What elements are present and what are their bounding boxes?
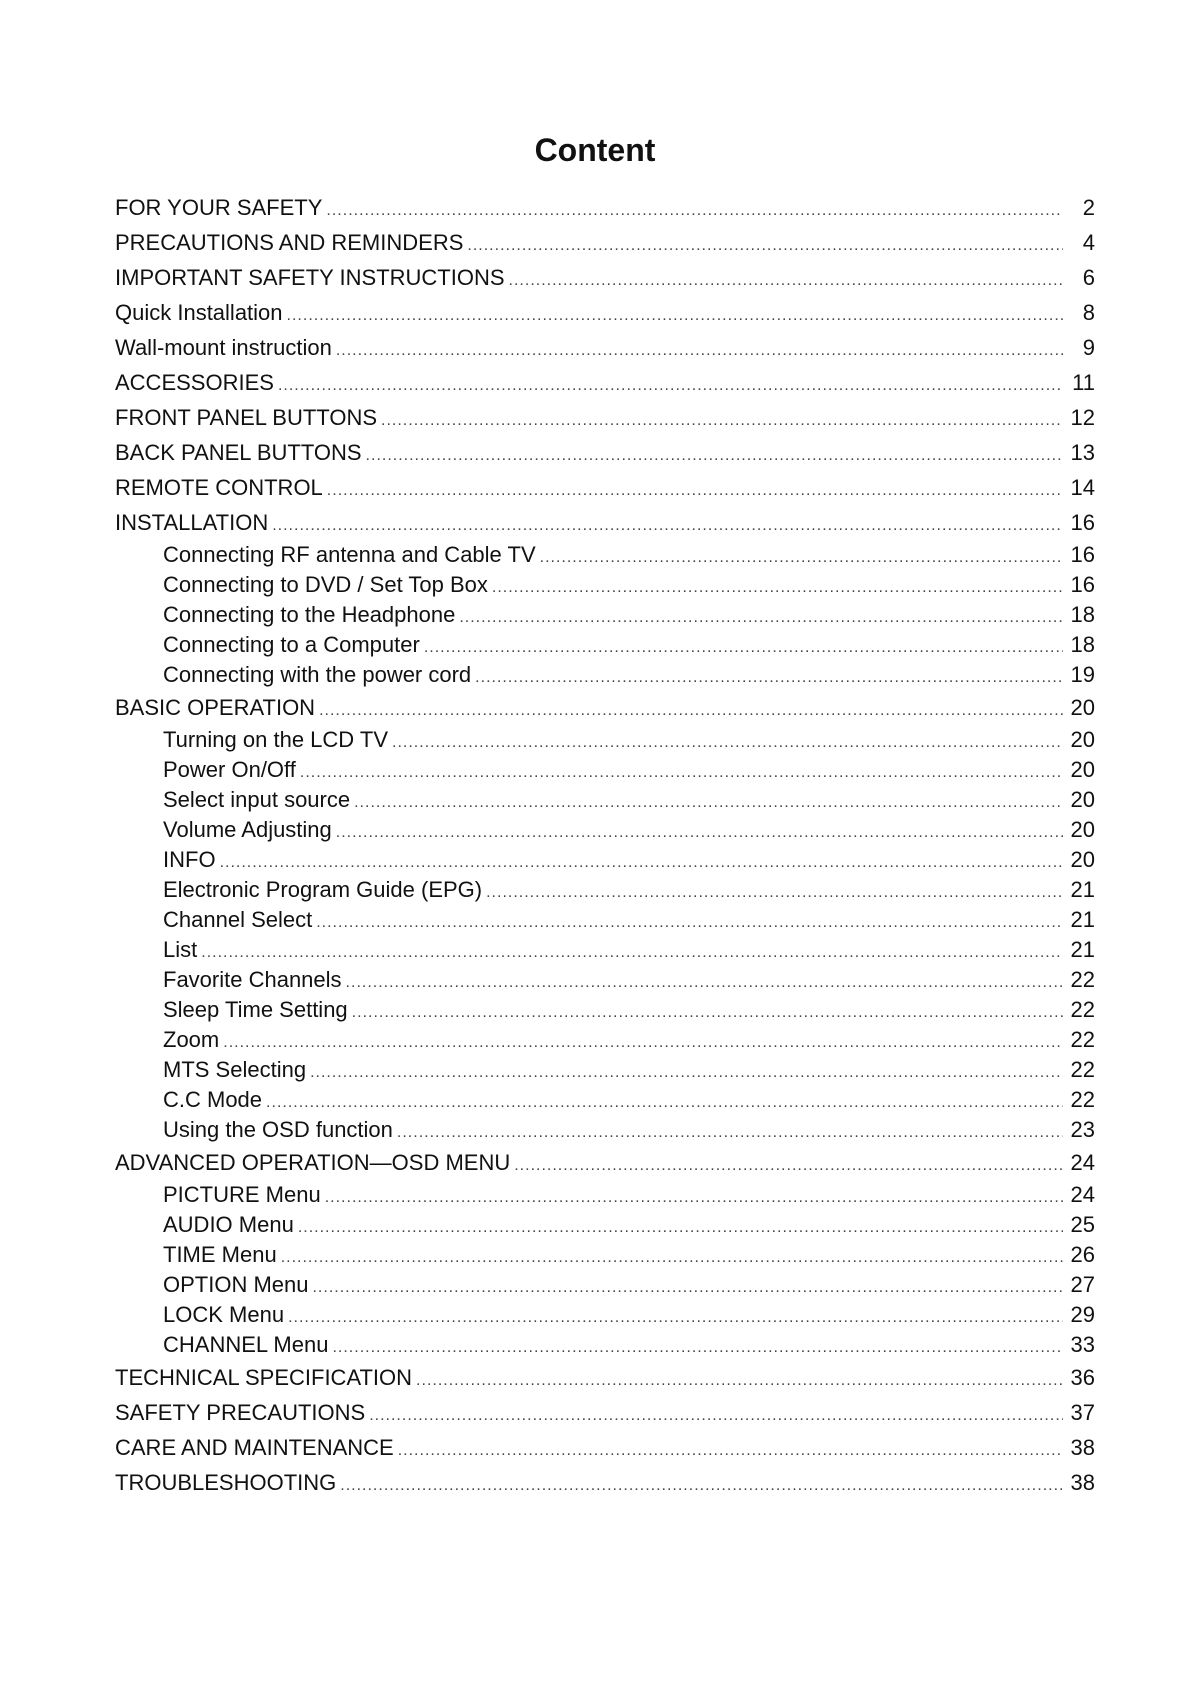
toc-subentry[interactable] xyxy=(115,1180,1095,1210)
dot-leader xyxy=(288,1303,1063,1333)
toc-page-number: 24 xyxy=(1070,1182,1095,1207)
toc-entry[interactable] xyxy=(115,295,1095,330)
toc-page-number: 20 xyxy=(1070,757,1095,782)
dot-leader xyxy=(398,1433,1063,1468)
toc-entry-label: Connecting to a Computer xyxy=(163,632,420,657)
toc-subentry[interactable] xyxy=(115,1210,1095,1240)
toc-entry-label: FOR YOUR SAFETY xyxy=(115,195,323,220)
table-of-contents xyxy=(115,190,1095,1500)
dot-leader xyxy=(514,1148,1063,1183)
dot-leader xyxy=(381,403,1063,438)
toc-subentry[interactable] xyxy=(115,845,1095,875)
toc-page-number: 20 xyxy=(1070,817,1095,842)
toc-page-number: 18 xyxy=(1070,632,1095,657)
toc-entry-label: TIME Menu xyxy=(163,1242,277,1267)
toc-entry[interactable] xyxy=(115,690,1095,725)
toc-subentry[interactable] xyxy=(115,600,1095,630)
dot-leader xyxy=(298,1213,1063,1243)
dot-leader xyxy=(272,508,1063,543)
toc-page-number: 19 xyxy=(1070,662,1095,687)
dot-leader xyxy=(281,1243,1063,1273)
toc-entry-label: Connecting to the Headphone xyxy=(163,602,456,627)
toc-entry-label: Volume Adjusting xyxy=(163,817,332,842)
dot-leader xyxy=(352,998,1063,1028)
toc-entry-label: Select input source xyxy=(163,787,351,812)
toc-page-number: 23 xyxy=(1070,1117,1095,1142)
toc-page-number: 6 xyxy=(1082,265,1095,290)
dot-leader xyxy=(300,758,1063,788)
toc-entry-label: ADVANCED OPERATION—OSD MENU xyxy=(115,1150,511,1175)
toc-page-number: 38 xyxy=(1070,1470,1095,1495)
dot-leader xyxy=(278,368,1063,403)
toc-subentry[interactable] xyxy=(115,1270,1095,1300)
toc-entry-label: ACCESSORIES xyxy=(115,370,274,395)
toc-entry[interactable] xyxy=(115,1465,1095,1500)
toc-subentry[interactable] xyxy=(115,875,1095,905)
dot-leader xyxy=(336,333,1063,368)
toc-page-number: 21 xyxy=(1070,877,1095,902)
dot-leader xyxy=(475,663,1063,693)
dot-leader xyxy=(332,1333,1063,1363)
toc-entry-label: CARE AND MAINTENANCE xyxy=(115,1435,394,1460)
toc-entry-label: C.C Mode xyxy=(163,1087,263,1112)
dot-leader xyxy=(325,1183,1063,1213)
toc-entry[interactable] xyxy=(115,505,1095,540)
dot-leader xyxy=(310,1058,1063,1088)
dot-leader xyxy=(424,633,1063,663)
toc-page-number: 8 xyxy=(1082,300,1095,325)
toc-page-number: 37 xyxy=(1070,1400,1095,1425)
toc-page-number: 20 xyxy=(1070,695,1095,720)
dot-leader xyxy=(340,1468,1063,1503)
toc-subentry[interactable] xyxy=(115,725,1095,755)
toc-entry-label: BACK PANEL BUTTONS xyxy=(115,440,362,465)
toc-page-number: 26 xyxy=(1070,1242,1095,1267)
toc-subentry[interactable] xyxy=(115,1115,1095,1145)
dot-leader xyxy=(392,728,1063,758)
toc-page-number: 20 xyxy=(1070,847,1095,872)
dot-leader xyxy=(223,1028,1063,1058)
toc-entry-label: Sleep Time Setting xyxy=(163,997,348,1022)
toc-entry-label: REMOTE CONTROL xyxy=(115,475,323,500)
toc-entry[interactable] xyxy=(115,365,1095,400)
toc-page-number: 9 xyxy=(1082,335,1095,360)
toc-entry-label: CHANNEL Menu xyxy=(163,1332,329,1357)
toc-subentry[interactable] xyxy=(115,660,1095,690)
toc-page-number: 13 xyxy=(1070,440,1095,465)
toc-subentry[interactable] xyxy=(115,905,1095,935)
toc-entry-label: MTS Selecting xyxy=(163,1057,307,1082)
dot-leader xyxy=(354,788,1063,818)
toc-entry-label: SAFETY PRECAUTIONS xyxy=(115,1400,366,1425)
dot-leader xyxy=(336,818,1063,848)
toc-page-number: 20 xyxy=(1070,787,1095,812)
toc-entry-label: INSTALLATION xyxy=(115,510,269,535)
toc-entry-label: Quick Installation xyxy=(115,300,283,325)
toc-entry[interactable] xyxy=(115,260,1095,295)
toc-page-number: 22 xyxy=(1070,967,1095,992)
toc-page-number: 20 xyxy=(1070,727,1095,752)
toc-entry[interactable] xyxy=(115,1145,1095,1180)
toc-entry-label: OPTION Menu xyxy=(163,1272,309,1297)
toc-page-number: 29 xyxy=(1070,1302,1095,1327)
toc-entry-label: LOCK Menu xyxy=(163,1302,285,1327)
toc-page-number: 22 xyxy=(1070,997,1095,1022)
dot-leader xyxy=(316,908,1063,938)
dot-leader xyxy=(327,473,1063,508)
dot-leader xyxy=(540,543,1063,573)
toc-entry-label: Connecting RF antenna and Cable TV xyxy=(163,542,536,567)
toc-entry[interactable] xyxy=(115,1395,1095,1430)
toc-page-number: 18 xyxy=(1070,602,1095,627)
toc-page-number: 38 xyxy=(1070,1435,1095,1460)
dot-leader xyxy=(312,1273,1063,1303)
dot-leader xyxy=(319,693,1063,728)
dot-leader xyxy=(287,298,1063,333)
toc-entry-label: Channel Select xyxy=(163,907,313,932)
dot-leader xyxy=(397,1118,1063,1148)
toc-page-number: 27 xyxy=(1070,1272,1095,1297)
toc-subentry[interactable] xyxy=(115,995,1095,1025)
toc-subentry[interactable] xyxy=(115,1330,1095,1360)
toc-entry-label: PICTURE Menu xyxy=(163,1182,321,1207)
toc-entry-label: Using the OSD function xyxy=(163,1117,393,1142)
toc-entry-label: Turning on the LCD TV xyxy=(163,727,389,752)
toc-page-number: 25 xyxy=(1070,1212,1095,1237)
dot-leader xyxy=(326,193,1063,228)
toc-subentry[interactable] xyxy=(115,935,1095,965)
toc-page-number: 22 xyxy=(1070,1057,1095,1082)
toc-entry-label: TROUBLESHOOTING xyxy=(115,1470,337,1495)
toc-page-number: 21 xyxy=(1070,907,1095,932)
dot-leader xyxy=(416,1363,1063,1398)
toc-entry-label: Wall-mount instruction xyxy=(115,335,332,360)
toc-page-number: 2 xyxy=(1082,195,1095,220)
toc-page-number: 11 xyxy=(1072,370,1095,395)
toc-page-number: 22 xyxy=(1070,1027,1095,1052)
toc-subentry[interactable] xyxy=(115,785,1095,815)
toc-page-number: 36 xyxy=(1070,1365,1095,1390)
toc-entry-label: Connecting to DVD / Set Top Box xyxy=(163,572,488,597)
toc-entry-label: IMPORTANT SAFETY INSTRUCTIONS xyxy=(115,265,505,290)
toc-entry-label: Zoom xyxy=(163,1027,220,1052)
toc-entry-label: FRONT PANEL BUTTONS xyxy=(115,405,378,430)
toc-page-number: 16 xyxy=(1070,510,1095,535)
dot-leader xyxy=(266,1088,1063,1118)
toc-entry-label: List xyxy=(163,937,198,962)
toc-entry-label: Electronic Program Guide (EPG) xyxy=(163,877,483,902)
page-title: Content xyxy=(534,132,656,168)
toc-entry[interactable] xyxy=(115,330,1095,365)
toc-subentry[interactable] xyxy=(115,965,1095,995)
toc-subentry[interactable] xyxy=(115,1055,1095,1085)
toc-entry-label: BASIC OPERATION xyxy=(115,695,316,720)
dot-leader xyxy=(220,848,1063,878)
toc-entry[interactable] xyxy=(115,435,1095,470)
toc-entry-label: Favorite Channels xyxy=(163,967,342,992)
toc-entry[interactable] xyxy=(115,190,1095,225)
dot-leader xyxy=(201,938,1063,968)
toc-entry-label: INFO xyxy=(163,847,216,872)
toc-entry-label: TECHNICAL SPECIFICATION xyxy=(115,1365,413,1390)
dot-leader xyxy=(369,1398,1063,1433)
toc-entry-label: Connecting with the power cord xyxy=(163,662,472,687)
toc-page-number: 12 xyxy=(1070,405,1095,430)
toc-subentry[interactable] xyxy=(115,1025,1095,1055)
dot-leader xyxy=(346,968,1063,998)
toc-subentry[interactable] xyxy=(115,630,1095,660)
toc-page-number: 14 xyxy=(1070,475,1095,500)
toc-entry-label: AUDIO Menu xyxy=(163,1212,294,1237)
toc-entry-label: Power On/Off xyxy=(163,757,296,782)
toc-page-number: 16 xyxy=(1070,542,1095,567)
toc-entry[interactable] xyxy=(115,470,1095,505)
toc-entry[interactable] xyxy=(115,225,1095,260)
dot-leader xyxy=(467,228,1063,263)
toc-page-number: 24 xyxy=(1070,1150,1095,1175)
dot-leader xyxy=(486,878,1063,908)
toc-subentry[interactable] xyxy=(115,1240,1095,1270)
toc-subentry[interactable] xyxy=(115,1085,1095,1115)
toc-subentry[interactable] xyxy=(115,570,1095,600)
toc-page-number: 16 xyxy=(1070,572,1095,597)
toc-entry[interactable] xyxy=(115,400,1095,435)
toc-page-number: 21 xyxy=(1070,937,1095,962)
toc-page-number: 4 xyxy=(1082,230,1095,255)
toc-entry[interactable] xyxy=(115,1360,1095,1395)
toc-subentry[interactable] xyxy=(115,755,1095,785)
toc-subentry[interactable] xyxy=(115,540,1095,570)
toc-entry-label: PRECAUTIONS AND REMINDERS xyxy=(115,230,464,255)
toc-page-number: 33 xyxy=(1070,1332,1095,1357)
dot-leader xyxy=(492,573,1063,603)
toc-entry[interactable] xyxy=(115,1430,1095,1465)
toc-subentry[interactable] xyxy=(115,815,1095,845)
toc-subentry[interactable] xyxy=(115,1300,1095,1330)
dot-leader xyxy=(366,438,1063,473)
dot-leader xyxy=(509,263,1063,298)
toc-page-number: 22 xyxy=(1070,1087,1095,1112)
dot-leader xyxy=(459,603,1063,633)
